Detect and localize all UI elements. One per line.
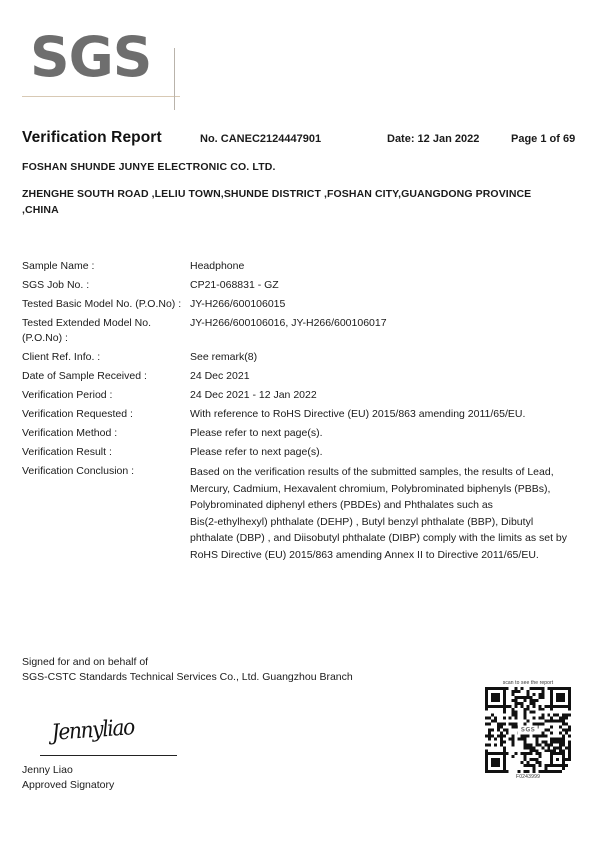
page-title: Verification Report (22, 129, 162, 146)
table-row (22, 259, 578, 274)
signature-line (40, 755, 177, 756)
table-row-conclusion (22, 464, 578, 563)
report-number: No. CANEC2124447901 (200, 133, 322, 145)
detail-label: Verification Requested : (22, 408, 133, 420)
conclusion-line: Based on the verification results of the submitted samples, the results of Lead, (190, 466, 554, 478)
client-name: FOSHAN SHUNDE JUNYE ELECTRONIC CO. LTD. (22, 161, 276, 173)
table-row (22, 350, 578, 365)
detail-value: With reference to RoHS Directive (EU) 2015/863 amending 2011/65/EU. (190, 408, 526, 420)
logo-vertical-rule (174, 48, 175, 110)
sgs-logo (22, 25, 222, 110)
detail-label: Tested Basic Model No. (P.O.No) : (22, 298, 182, 310)
table-row (22, 407, 578, 422)
conclusion-line: Bis(2-ethylhexyl) phthalate (DEHP) , Butyl benzyl phthalate (BBP), Dibutyl (190, 515, 534, 528)
table-row (22, 388, 578, 403)
table-row (22, 426, 578, 441)
signed-for-label: Signed for and on behalf of (22, 656, 149, 668)
page-indicator: Page 1 of 69 (511, 133, 576, 145)
qr-center-label: SGS (518, 726, 538, 735)
table-row (22, 278, 578, 293)
client-address: ZHENGHE SOUTH ROAD ,LELIU TOWN,SHUNDE DISTRICT ,FOSHAN CITY,GUANGDONG PROVINCE ,CHINA (22, 188, 532, 216)
table-row (22, 297, 578, 312)
qr-code-number: F0243999 (515, 774, 541, 780)
detail-value: Headphone (190, 260, 245, 272)
table-row (22, 445, 578, 460)
conclusion-line: phthalate (DBP) , and Diisobutyl phthalate (DIBP) comply with the limits as set by (190, 532, 567, 544)
detail-label: Client Ref. Info. : (22, 351, 101, 363)
detail-value: JY-H266/600106015 (190, 298, 286, 310)
detail-value: Please refer to next page(s). (190, 446, 323, 458)
detail-label: Verification Method : (22, 427, 118, 439)
detail-label: Tested Extended Model No. (P.O.No) : (22, 317, 151, 344)
sgs-logo-text: SGS (30, 25, 152, 89)
detail-value: CP21-068831 - GZ (190, 279, 279, 291)
handwritten-signature: Jennyliao (50, 715, 135, 746)
details-table (22, 259, 578, 567)
report-header (22, 129, 578, 151)
detail-value: 24 Dec 2021 (190, 370, 250, 382)
table-row (22, 316, 578, 346)
signature-block (22, 655, 442, 791)
report-date: Date: 12 Jan 2022 (387, 133, 480, 145)
logo-horizontal-rule (22, 96, 180, 97)
qr-code-icon[interactable] (485, 687, 571, 773)
detail-value-conclusion (190, 464, 578, 563)
signing-company: SGS-CSTC Standards Technical Services Co., Ltd. Guangzhou Branch (22, 671, 353, 683)
signatory-name: Jenny Liao (22, 764, 73, 776)
table-row (22, 369, 578, 384)
detail-label: SGS Job No. : (22, 279, 90, 291)
detail-value: JY-H266/600106016, JY-H266/600106017 (190, 317, 387, 329)
signatory-role: Approved Signatory (22, 779, 115, 791)
qr-code-block[interactable] (478, 680, 578, 780)
client-block (22, 161, 578, 218)
detail-value: See remark(8) (190, 351, 258, 363)
conclusion-line: Mercury, Cadmium, Hexavalent chromium, Polybrominated biphenyls (PBBs), (190, 482, 551, 495)
detail-label: Sample Name : (22, 260, 95, 272)
detail-label: Date of Sample Received : (22, 370, 147, 382)
detail-value: Please refer to next page(s). (190, 427, 323, 439)
conclusion-line: Polybrominated diphenyl ethers (PBDEs) and Phthalates such as (190, 499, 493, 511)
detail-label: Verification Result : (22, 446, 112, 458)
detail-value: 24 Dec 2021 - 12 Jan 2022 (190, 389, 317, 401)
conclusion-line: RoHS Directive (EU) 2015/863 amending Annex II to Directive 2011/65/EU. (190, 548, 539, 561)
qr-caption: scan to see the report (502, 680, 554, 686)
detail-label: Verification Conclusion : (22, 465, 135, 477)
detail-label: Verification Period : (22, 389, 113, 401)
